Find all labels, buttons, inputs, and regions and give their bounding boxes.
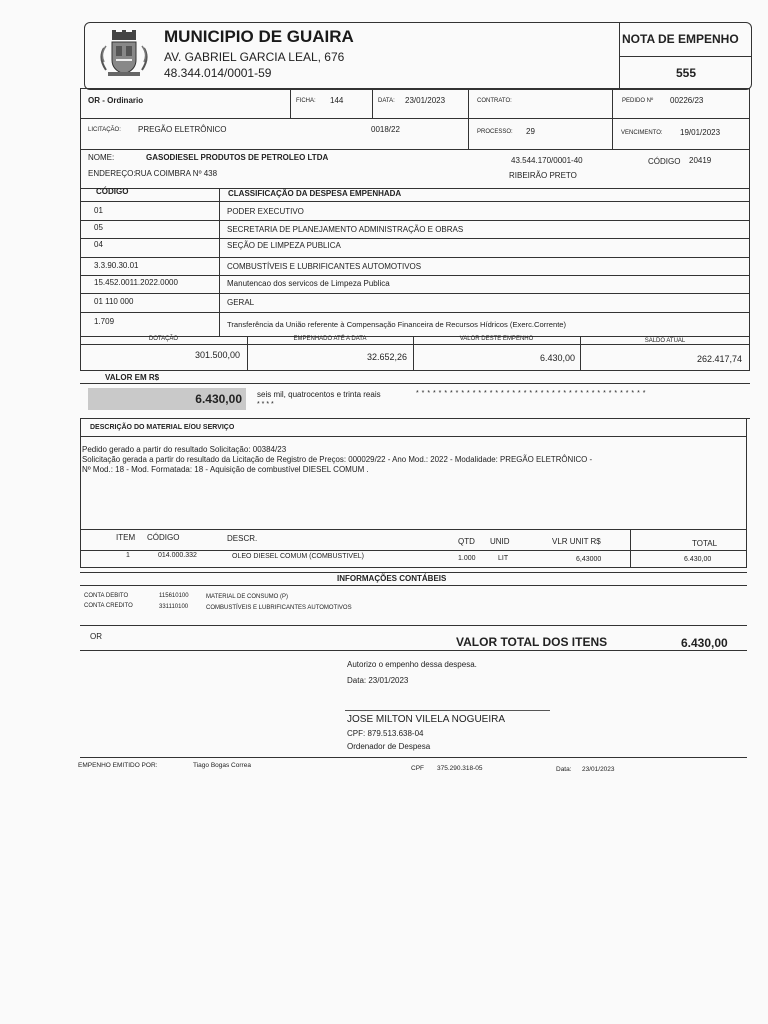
autorizo-text: Autorizo o empenho dessa despesa. <box>347 660 477 669</box>
itens-col-descr: DESCR. <box>227 534 258 543</box>
processo-value: 29 <box>526 127 535 136</box>
doc-number: 555 <box>676 66 697 80</box>
valor-empenho-label: VALOR DESTE EMPENHO <box>459 336 534 342</box>
classif-row-descricao: Transferência da União referente à Compensação Financeira de Recursos Hídricos (Exerc.Corrente) <box>227 320 567 329</box>
descricao-line: Pedido gerado a partir do resultado Solicitação: 00384/23 <box>82 445 287 454</box>
classif-row-codigo: 01 <box>94 206 103 215</box>
ficha-label: FICHA: <box>296 98 316 104</box>
descricao-line: Solicitação gerada a partir do resultado da Licitação de Registro de Preços: 000029/22 - Ano Mod.: 2022 - Modalidade: PREGÃO ELETRÔNICO - <box>82 455 593 464</box>
conta-credito-desc: COMBUSTÍVEIS E LUBRIFICANTES AUTOMOTIVOS <box>206 605 352 611</box>
classif-row-descricao: GERAL <box>227 298 255 307</box>
total-label: VALOR TOTAL DOS ITENS <box>456 635 608 649</box>
classif-row-descricao: PODER EXECUTIVO <box>227 207 304 216</box>
descricao-label: DESCRIÇÃO DO MATERIAL E/OU SERVIÇO <box>90 424 235 431</box>
item-total: 6.430,00 <box>684 556 712 563</box>
municipality-cnpj: 48.344.014/0001-59 <box>164 66 272 80</box>
emitido-cpf: 375.290.318-05 <box>437 765 483 772</box>
classif-row-codigo: 1.709 <box>94 317 115 326</box>
valor-rs-value: 6.430,00 <box>195 392 242 406</box>
fornecedor-cidade: RIBEIRÃO PRETO <box>509 171 577 180</box>
valor-extenso: seis mil, quatrocentos e trinta reais <box>257 390 381 399</box>
classif-row-descricao: SECRETARIA DE PLANEJAMENTO ADMINISTRAÇÃO E OBRAS <box>227 225 464 234</box>
contrato-label: CONTRATO: <box>477 98 512 104</box>
descricao-line: Nº Mod.: 18 - Mod. Formatada: 18 - Aquisição de combustível DIESEL COMUM . <box>82 465 369 474</box>
item-number: 1 <box>126 552 130 559</box>
empenhado-value: 32.652,26 <box>366 352 407 362</box>
classif-col-codigo: CÓDIGO <box>96 187 129 196</box>
data-label: DATA: <box>378 98 395 104</box>
item-unid: LIT <box>498 555 509 562</box>
doc-title: NOTA DE EMPENHO <box>622 32 739 46</box>
licitacao-number: 0018/22 <box>371 125 400 134</box>
emitido-cpf-label: CPF <box>411 765 424 772</box>
item-vlr-unit: 6,43000 <box>576 556 602 563</box>
itens-col-codigo: CÓDIGO <box>147 533 180 542</box>
classif-row-codigo: 15.452.0011.2022.0000 <box>94 278 178 287</box>
contabeis-title: INFORMAÇÕES CONTÁBEIS <box>337 574 447 583</box>
vencimento-label: VENCIMENTO: <box>621 130 663 136</box>
valor-empenho-value: 6.430,00 <box>539 353 575 363</box>
emitido-data-label: Data: <box>556 766 572 773</box>
emitido-data: 23/01/2023 <box>582 766 615 773</box>
itens-col-vlr-unit: VLR UNIT R$ <box>552 537 601 546</box>
dotacao-value: 301.500,00 <box>194 350 240 360</box>
ordenador-cpf: CPF: 879.513.638-04 <box>347 729 424 738</box>
licitacao-value: PREGÃO ELETRÔNICO <box>138 125 227 134</box>
conta-credito-label: CONTA CREDITO <box>84 603 133 609</box>
item-qtd: 1.000 <box>458 555 476 562</box>
classif-row-codigo: 05 <box>94 223 103 232</box>
conta-credito-codigo: 331110100 <box>159 604 189 610</box>
processo-label: PROCESSO: <box>477 129 513 135</box>
itens-col-qtd: QTD <box>458 537 475 546</box>
classif-row-codigo: 3.3.90.30.01 <box>94 261 139 270</box>
nome-label: NOME: <box>88 153 115 162</box>
vencimento-value: 19/01/2023 <box>680 128 721 137</box>
total-value: 6.430,00 <box>681 636 728 650</box>
conta-debito-codigo: 115610100 <box>159 593 189 599</box>
item-codigo: 014.000.332 <box>158 552 197 559</box>
classif-col-descricao: CLASSIFICAÇÃO DA DESPESA EMPENHADA <box>228 189 402 198</box>
classif-row-descricao: COMBUSTÍVEIS E LUBRIFICANTES AUTOMOTIVOS <box>227 262 422 271</box>
valor-extenso-filler: * * * * * * * * * * * * * * * * * * * * * * * * * * * * * * * * * * * * * * * * * <box>416 390 646 397</box>
classif-row-descricao: Manutencao dos servicos de Limpeza Publica <box>227 279 390 288</box>
empenhado-label: EMPENHADO ATÉ A DATA <box>293 336 367 342</box>
valor-rs-label: VALOR EM R$ <box>105 373 160 382</box>
itens-col-item: ITEM <box>116 533 136 542</box>
data-value: 23/01/2023 <box>405 96 446 105</box>
fornecedor-nome: GASODIESEL PRODUTOS DE PETROLEO LTDA <box>146 153 329 162</box>
itens-col-total: TOTAL <box>692 539 718 548</box>
classif-row-descricao: SEÇÃO DE LIMPEZA PUBLICA <box>227 241 341 250</box>
dotacao-label: DOTAÇÃO <box>148 336 179 342</box>
fornecedor-codigo: 20419 <box>689 156 712 165</box>
emitido-label: EMPENHO EMITIDO POR: <box>78 762 158 769</box>
total-tipo: OR <box>90 632 102 641</box>
classif-row-codigo: 01 110 000 <box>94 297 134 306</box>
valor-extenso-filler: * * * * <box>257 401 274 408</box>
pedido-value: 00226/23 <box>670 96 704 105</box>
ordenador-cargo: Ordenador de Despesa <box>347 742 431 751</box>
classif-row-codigo: 04 <box>94 240 103 249</box>
ficha-value: 144 <box>330 96 344 105</box>
autorizo-data: Data: 23/01/2023 <box>347 676 409 685</box>
saldo-label: SALDO ATUAL <box>644 338 686 344</box>
fornecedor-endereco: RUA COIMBRA Nº 438 <box>135 169 218 178</box>
municipality-address: AV. GABRIEL GARCIA LEAL, 676 <box>164 50 345 64</box>
pedido-label: PEDIDO Nº <box>622 98 654 104</box>
conta-debito-desc: MATERIAL DE CONSUMO (P) <box>206 594 289 600</box>
conta-debito-label: CONTA DEBITO <box>84 593 129 599</box>
ordenador-nome: JOSE MILTON VILELA NOGUEIRA <box>347 714 506 725</box>
coat-of-arms-logo <box>98 28 150 78</box>
emitido-nome: Tiago Bogas Correa <box>193 762 251 769</box>
codigo-label: CÓDIGO <box>648 157 681 166</box>
itens-col-unid: UNID <box>490 537 510 546</box>
saldo-value: 262.417,74 <box>696 354 742 364</box>
municipality-name: MUNICIPIO DE GUAIRA <box>164 27 354 46</box>
empenho-type: OR - Ordinario <box>88 96 144 105</box>
endereco-label: ENDEREÇO: <box>88 169 136 178</box>
fornecedor-cnpj: 43.544.170/0001-40 <box>511 156 583 165</box>
item-descr: OLEO DIESEL COMUM (COMBUSTIVEL) <box>232 553 364 560</box>
licitacao-label: LICITAÇÃO: <box>88 127 121 133</box>
